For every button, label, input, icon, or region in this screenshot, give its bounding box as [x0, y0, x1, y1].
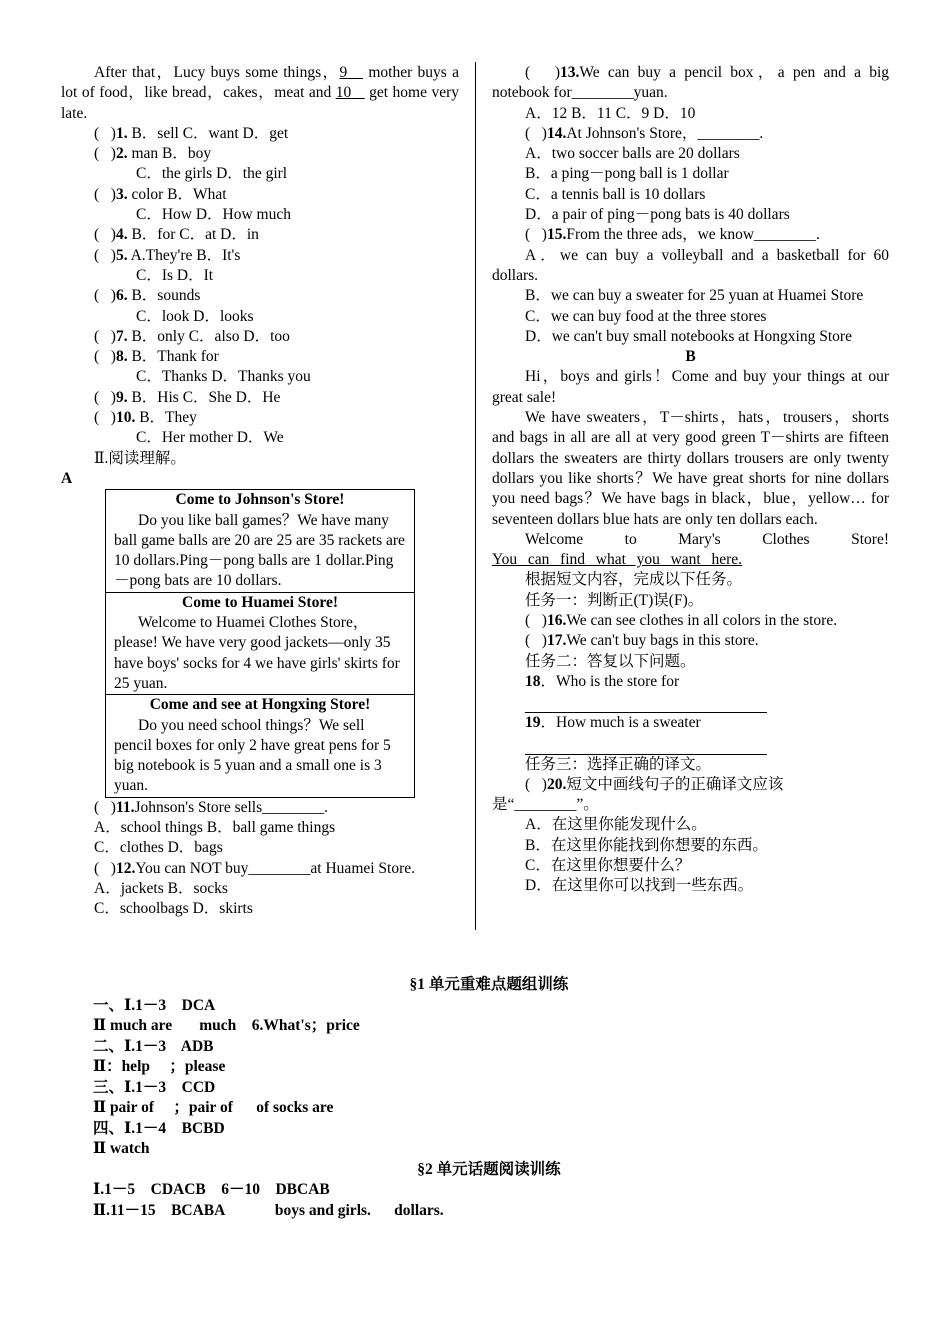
task-2: 任务二：答复以下问题。 — [525, 652, 696, 670]
question-14-option: D．a pair of ping－pong bats is 40 dollars — [525, 206, 790, 224]
column-divider — [475, 62, 476, 930]
cloze-question: ( )9. B．His C．She D．He — [94, 388, 281, 406]
cloze-question: ( )3. color B．What — [94, 185, 227, 203]
ad-title: Come and see at Hongxing Store! — [149, 696, 371, 714]
question-11: ( )11.Johnson's Store sells________. — [94, 798, 329, 816]
answer-line-19[interactable] — [525, 734, 767, 755]
answer-line: Ⅰ.1－5 CDACB 6－10 DBCAB — [93, 1181, 330, 1198]
passage-b-p1: Hi，boys and girls！Come and buy your things at our great sale! — [492, 368, 889, 406]
ad-body: Do you like ball games？We have many ball game balls are 20 are 25 are 35 rackets are 10 dollars.Ping－pong balls are 1 dollar.Ping－pong bats are 10 dollars. — [114, 511, 405, 590]
cloze-question: ( )1. B．sell C．want D．get — [94, 124, 289, 142]
question-19: 19．How much is a sweater — [525, 714, 701, 732]
cloze-options-line: C．Is D．It — [136, 266, 214, 284]
passage-b-p2: We have sweaters，T－shirts，hats，trousers，shorts and bags in all are all at very good green T－shirts are fifteen dollars the sweaters are thirty dollars trousers are only twenty dollars you like shorts？We have great shorts for nine dollars you need bags？We have bags in black，blue，yellow… for seventeen dollars blue hats are only ten dollars each. — [492, 409, 889, 528]
question-15-option: B．we can buy a sweater for 25 yuan at Huamei Store — [525, 287, 864, 305]
cloze-options — [61, 124, 459, 449]
ad-body: Welcome to Huamei Clothes Store，please! We have very good jackets—only 35 have boys' socks for 4 we have girls' skirts for 25 yuan. — [114, 614, 400, 692]
cloze-question: ( )8. B．Thank for — [94, 348, 219, 366]
ad-title: Come to Johnson's Store! — [175, 491, 345, 509]
task-3: 任务三：选择正确的译文。 — [525, 755, 712, 773]
answer-line: 四、Ⅰ.1－4 BCBD — [93, 1119, 225, 1137]
answer-list-2 — [93, 1180, 893, 1221]
ad-huamei — [106, 593, 414, 695]
section-2-title: Ⅱ.阅读理解。 — [94, 449, 186, 467]
question-20: ( )20.短文中画线句子的正确译文应该是“________”。 — [492, 775, 784, 814]
blank-9: 9 — [339, 64, 348, 81]
blank-10: 10 — [335, 84, 352, 102]
question-11-options: C．clothes D．bags — [94, 839, 223, 857]
part-a-label: A — [61, 469, 73, 487]
cloze-options-line: C．How D．How much — [136, 206, 291, 224]
ad-johnson — [106, 490, 414, 592]
question-15-option: A．we can buy a volleyball and a basketball for 60 dollars. — [492, 246, 889, 284]
answer-line: Ⅱ much are much 6.What's；price — [93, 1017, 360, 1034]
answer-line: Ⅱ pair of ；pair of of socks are — [93, 1099, 334, 1116]
right-column — [492, 63, 889, 897]
question-12-options: C．schoolbags D．skirts — [94, 900, 253, 918]
cloze-question: ( )7. B．only C．also D．too — [94, 327, 290, 345]
question-16: ( )16.We can see clothes in all colors in the store. — [525, 612, 838, 630]
question-14-option: B．a ping－pong ball is 1 dollar — [525, 165, 729, 183]
answer-line: Ⅱ.11－15 BCABA boys and girls. dollars. — [93, 1201, 444, 1219]
question-14: ( )14.At Johnson's Store，________. — [525, 124, 764, 142]
answer-line: Ⅱ watch — [93, 1140, 150, 1157]
question-18: 18．Who is the store for — [525, 672, 680, 690]
question-20-option: D．在这里你可以找到一些东西。 — [525, 877, 754, 895]
question-20-option: C．在这里你想要什么？ — [525, 856, 691, 874]
question-11-options: A．school things B．ball game things — [94, 818, 336, 836]
ad-body: Do you need school things？We sell pencil boxes for only 2 have great pens for 5 big notebook is 5 yuan and a small one is 3 yuan. — [114, 716, 391, 795]
question-15-option: D．we can't buy small notebooks at Hongxing Store — [525, 327, 852, 345]
answer-line-18[interactable] — [525, 692, 767, 713]
answer-line: 一、Ⅰ.1－3 DCA — [93, 996, 216, 1014]
cloze-question: ( )5. A.They're B．It's — [94, 246, 241, 264]
question-15-option: C．we can buy food at the three stores — [525, 307, 767, 325]
answer-line: Ⅱ：help ；please — [93, 1058, 226, 1075]
answer-key — [93, 975, 893, 1221]
left-column — [61, 63, 459, 919]
task-1: 任务一：判断正(T)误(F)。 — [525, 591, 704, 609]
question-20-option: B．在这里你能找到你想要的东西。 — [525, 836, 768, 854]
cloze-options-line: C．Her mother D．We — [136, 429, 284, 447]
ad-title: Come to Huamei Store! — [182, 593, 338, 611]
question-14-option: A．two soccer balls are 20 dollars — [525, 145, 740, 163]
question-14-option: C．a tennis ball is 10 dollars — [525, 185, 706, 203]
answer-list-1 — [93, 996, 893, 1160]
instructions: 根据短文内容，完成以下任务。 — [525, 571, 743, 589]
cloze-question: ( )4. B．for C．at D．in — [94, 226, 259, 244]
question-12-options: A．jackets B．socks — [94, 879, 228, 897]
ads-box — [105, 489, 415, 797]
cloze-options-line: C．look D．looks — [136, 307, 254, 325]
answer-line: 三、Ⅰ.1－3 CCD — [93, 1078, 216, 1096]
question-17: ( )17.We can't buy bags in this store. — [525, 632, 759, 650]
question-13-options: A．12 B．11 C．9 D．10 — [525, 104, 696, 122]
passage-tail: After that，Lucy buys some things，9 mother buys a lot of food，like bread，cakes，meat and 10 get home very late. — [61, 64, 459, 122]
question-12: ( )12.You can NOT buy________at Huamei Store. — [94, 859, 416, 877]
cloze-question: ( )2. man B．boy — [94, 145, 212, 163]
question-13: ( )13.We can buy a pencil box，a pen and a big notebook for________yuan. — [492, 64, 889, 102]
ad-hongxing — [106, 695, 414, 796]
answer-title-2: §2 单元话题阅读训练 — [417, 1160, 561, 1178]
answer-title-1: §1 单元重难点题组训练 — [409, 976, 569, 993]
answer-line: 二、Ⅰ.1－3 ADB — [93, 1037, 214, 1055]
part-b-label: B — [685, 348, 696, 366]
cloze-question: ( )10. B．They — [94, 409, 197, 427]
question-20-option: A．在这里你能发现什么。 — [525, 816, 707, 834]
question-15: ( )15.From the three ads，we know________. — [525, 226, 820, 244]
cloze-question: ( )6. B．sounds — [94, 287, 201, 305]
cloze-options-line: C．the girls D．the girl — [136, 165, 288, 183]
passage-b-p3: Welcome to Mary's Clothes Store! — [525, 530, 889, 548]
cloze-options-line: C．Thanks D．Thanks you — [136, 368, 311, 386]
passage-b-underlined: You can find what you want here. — [492, 551, 742, 569]
